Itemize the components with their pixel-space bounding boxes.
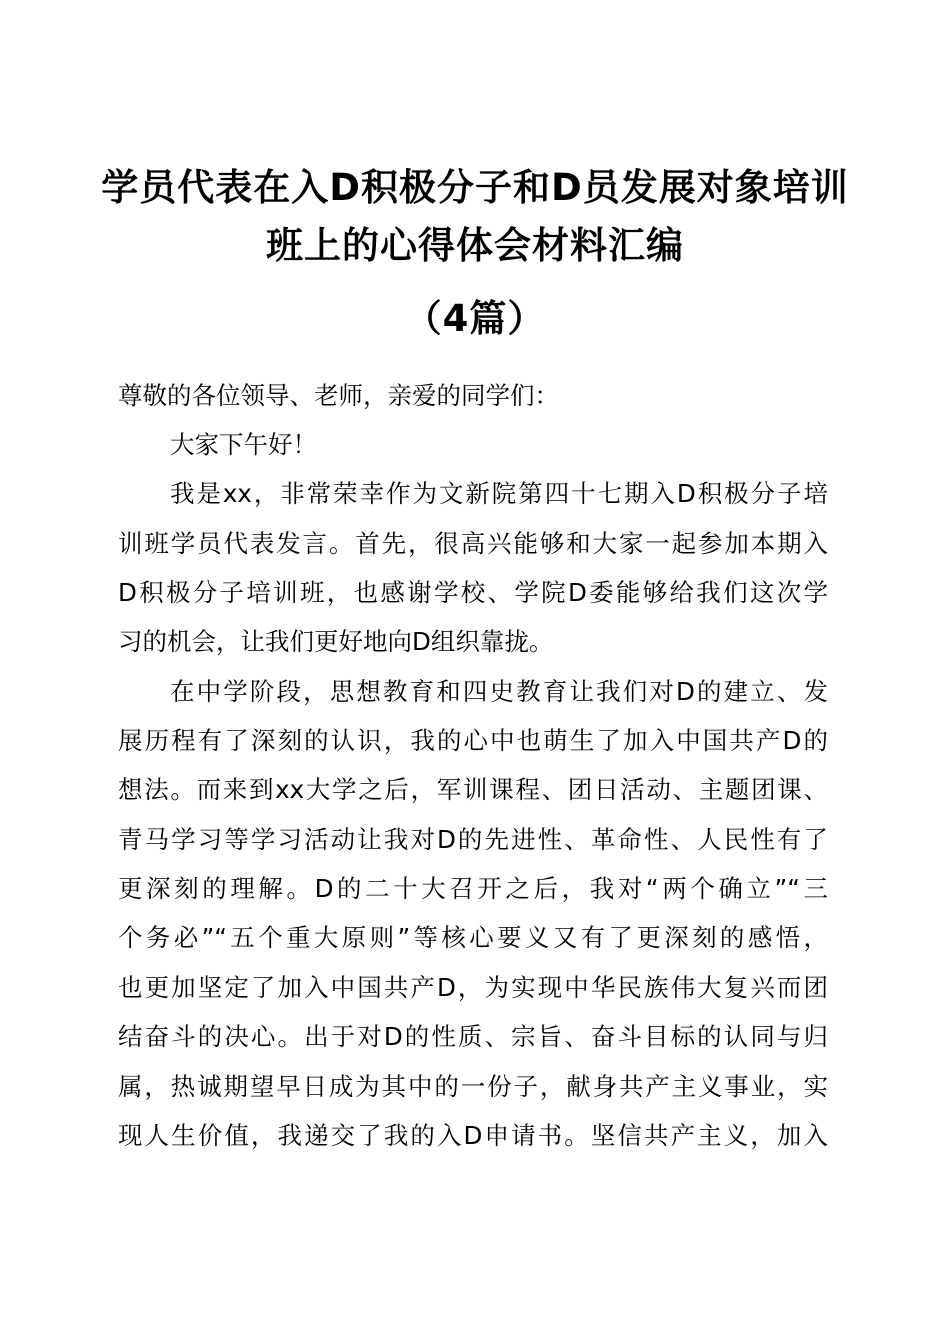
- paragraph-line: 展历程有了深刻的认识，我的心中也萌生了加入中国共产D的: [118, 726, 828, 755]
- document-title-line-2: 班上的心得体会材料汇编: [266, 224, 684, 267]
- paragraph-line: 想法。而来到xx大学之后，军训课程、团日活动、主题团课、: [118, 775, 828, 804]
- paragraph-line: 现人生价值，我递交了我的入D申请书。坚信共产主义，加入: [118, 1121, 828, 1150]
- document-subtitle: （4篇）: [404, 297, 546, 340]
- salutation-line: 尊敬的各位领导、老师，亲爱的同学们：: [118, 381, 559, 410]
- paragraph-line: 我是xx，非常荣幸作为文新院第四十七期入D积极分子培: [170, 479, 828, 508]
- paragraph-line: D积极分子培训班，也感谢学校、学院D委能够给我们这次学: [118, 578, 828, 607]
- paragraph-line: 在中学阶段，思想教育和四史教育让我们对D的建立、发: [170, 677, 828, 706]
- document-title-line-1: 学员代表在入D积极分子和D员发展对象培训: [101, 166, 849, 209]
- paragraph-line: 个务必”“五个重大原则”等核心要义又有了更深刻的感悟，: [118, 923, 828, 952]
- paragraph-line: 更深刻的理解。D的二十大召开之后，我对“两个确立”“三: [118, 874, 828, 903]
- paragraph-line: 也更加坚定了加入中国共产D，为实现中华民族伟大复兴而团: [118, 973, 828, 1002]
- paragraph-line: 训班学员代表发言。首先，很高兴能够和大家一起参加本期入: [118, 529, 828, 558]
- paragraph-line: 青马学习等学习活动让我对D的先进性、革命性、人民性有了: [118, 825, 828, 854]
- paragraph-line: 习的机会，让我们更好地向D组织靠拢。: [118, 627, 554, 656]
- greeting-line: 大家下午好！: [170, 430, 317, 459]
- paragraph-line: 结奋斗的决心。出于对D的性质、宗旨、奋斗目标的认同与归: [118, 1022, 828, 1051]
- paragraph-line: 属，热诚期望早日成为其中的一份子，献身共产主义事业，实: [118, 1072, 828, 1101]
